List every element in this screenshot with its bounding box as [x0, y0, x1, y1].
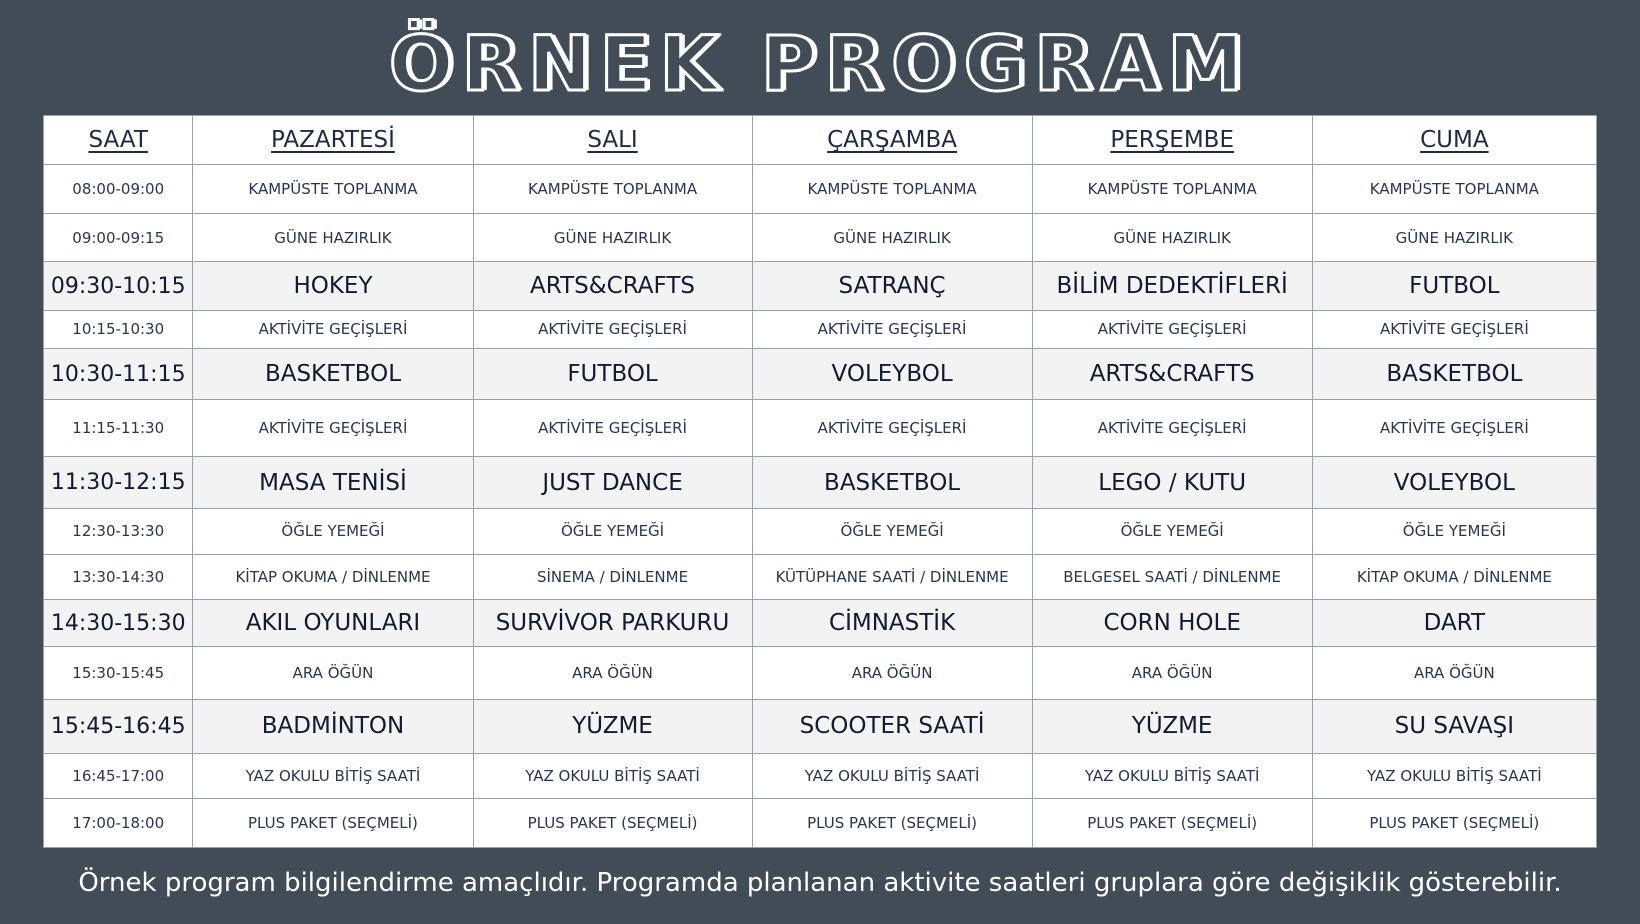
time-cell: 09:00-09:15	[44, 213, 193, 262]
schedule-cell: KAMPÜSTE TOPLANMA	[1312, 165, 1596, 214]
schedule-cell: GÜNE HAZIRLIK	[1312, 213, 1596, 262]
schedule-cell: YAZ OKULU BİTİŞ SAATİ	[752, 753, 1032, 799]
schedule-cell: ARA ÖĞÜN	[473, 646, 752, 699]
schedule-cell: KAMPÜSTE TOPLANMA	[193, 165, 473, 214]
table-row	[44, 262, 1597, 311]
schedule-cell: ARA ÖĞÜN	[752, 646, 1032, 699]
activity-cell: BASKETBOL	[193, 348, 473, 400]
activity-cell: BİLİM DEDEKTİFLERİ	[1032, 262, 1312, 311]
schedule-cell: AKTİVİTE GEÇİŞLERİ	[473, 400, 752, 457]
header-saat: SAAT	[44, 116, 193, 165]
activity-cell: CİMNASTİK	[752, 600, 1032, 647]
schedule-cell: PLUS PAKET (SEÇMELİ)	[1312, 799, 1596, 848]
schedule-cell: AKTİVİTE GEÇİŞLERİ	[473, 311, 752, 349]
schedule-cell: YAZ OKULU BİTİŞ SAATİ	[1312, 753, 1596, 799]
header-persembe: PERŞEMBE	[1032, 116, 1312, 165]
time-cell: 16:45-17:00	[44, 753, 193, 799]
time-cell: 12:30-13:30	[44, 508, 193, 554]
activity-cell: FUTBOL	[473, 348, 752, 400]
schedule-cell: KİTAP OKUMA / DİNLENME	[1312, 554, 1596, 600]
table-row	[44, 699, 1597, 753]
time-cell: 09:30-10:15	[44, 262, 193, 311]
time-cell: 15:45-16:45	[44, 699, 193, 753]
header-sali: SALI	[473, 116, 752, 165]
schedule-cell: KİTAP OKUMA / DİNLENME	[193, 554, 473, 600]
header-cuma: CUMA	[1312, 116, 1596, 165]
table-row	[44, 400, 1597, 457]
activity-cell: MASA TENİSİ	[193, 457, 473, 509]
activity-cell: ARTS&CRAFTS	[473, 262, 752, 311]
schedule-cell: ÖĞLE YEMEĞİ	[473, 508, 752, 554]
schedule-cell: ÖĞLE YEMEĞİ	[1032, 508, 1312, 554]
activity-cell: FUTBOL	[1312, 262, 1596, 311]
schedule-cell: GÜNE HAZIRLIK	[752, 213, 1032, 262]
activity-cell: AKIL OYUNLARI	[193, 600, 473, 647]
activity-cell: SCOOTER SAATİ	[752, 699, 1032, 753]
table-row	[44, 799, 1597, 848]
schedule-cell: YAZ OKULU BİTİŞ SAATİ	[1032, 753, 1312, 799]
schedule-cell: AKTİVİTE GEÇİŞLERİ	[752, 400, 1032, 457]
schedule-cell: AKTİVİTE GEÇİŞLERİ	[193, 311, 473, 349]
time-cell: 10:15-10:30	[44, 311, 193, 349]
schedule-cell: ÖĞLE YEMEĞİ	[193, 508, 473, 554]
time-cell: 15:30-15:45	[44, 646, 193, 699]
header-pazartesi: PAZARTESİ	[193, 116, 473, 165]
schedule-cell: KÜTÜPHANE SAATİ / DİNLENME	[752, 554, 1032, 600]
schedule-cell: GÜNE HAZIRLIK	[473, 213, 752, 262]
schedule-cell: AKTİVİTE GEÇİŞLERİ	[752, 311, 1032, 349]
activity-cell: HOKEY	[193, 262, 473, 311]
table-row	[44, 348, 1597, 400]
schedule-cell: ÖĞLE YEMEĞİ	[752, 508, 1032, 554]
activity-cell: JUST DANCE	[473, 457, 752, 509]
schedule-cell: PLUS PAKET (SEÇMELİ)	[193, 799, 473, 848]
activity-cell: VOLEYBOL	[752, 348, 1032, 400]
activity-cell: VOLEYBOL	[1312, 457, 1596, 509]
schedule-cell: BELGESEL SAATİ / DİNLENME	[1032, 554, 1312, 600]
activity-cell: BASKETBOL	[752, 457, 1032, 509]
time-cell: 10:30-11:15	[44, 348, 193, 400]
table-row	[44, 508, 1597, 554]
table-row	[44, 311, 1597, 349]
schedule-cell: ÖĞLE YEMEĞİ	[1312, 508, 1596, 554]
activity-cell: LEGO / KUTU	[1032, 457, 1312, 509]
activity-cell: YÜZME	[1032, 699, 1312, 753]
time-cell: 11:30-12:15	[44, 457, 193, 509]
table-row	[44, 646, 1597, 699]
schedule-cell: KAMPÜSTE TOPLANMA	[752, 165, 1032, 214]
header-row	[44, 116, 1597, 165]
activity-cell: SU SAVAŞI	[1312, 699, 1596, 753]
time-cell: 17:00-18:00	[44, 799, 193, 848]
schedule-cell: PLUS PAKET (SEÇMELİ)	[752, 799, 1032, 848]
table-row	[44, 554, 1597, 600]
activity-cell: SATRANÇ	[752, 262, 1032, 311]
table-row	[44, 600, 1597, 647]
activity-cell: BASKETBOL	[1312, 348, 1596, 400]
time-cell: 11:15-11:30	[44, 400, 193, 457]
activity-cell: BADMİNTON	[193, 699, 473, 753]
time-cell: 13:30-14:30	[44, 554, 193, 600]
schedule-cell: GÜNE HAZIRLIK	[1032, 213, 1312, 262]
activity-cell: SURVİVOR PARKURU	[473, 600, 752, 647]
table-row	[44, 213, 1597, 262]
schedule-cell: KAMPÜSTE TOPLANMA	[473, 165, 752, 214]
schedule-cell: AKTİVİTE GEÇİŞLERİ	[193, 400, 473, 457]
schedule-cell: ARA ÖĞÜN	[193, 646, 473, 699]
schedule-cell: AKTİVİTE GEÇİŞLERİ	[1312, 311, 1596, 349]
schedule-cell: ARA ÖĞÜN	[1312, 646, 1596, 699]
activity-cell: DART	[1312, 600, 1596, 647]
schedule-cell: YAZ OKULU BİTİŞ SAATİ	[473, 753, 752, 799]
activity-cell: YÜZME	[473, 699, 752, 753]
schedule-cell: AKTİVİTE GEÇİŞLERİ	[1312, 400, 1596, 457]
schedule-cell: GÜNE HAZIRLIK	[193, 213, 473, 262]
schedule-cell: PLUS PAKET (SEÇMELİ)	[1032, 799, 1312, 848]
time-cell: 14:30-15:30	[44, 600, 193, 647]
footer-note: Örnek program bilgilendirme amaçlıdır. Programda planlanan aktivite saatleri gruplara göre değişiklik gösterebilir.	[78, 868, 1562, 898]
activity-cell: CORN HOLE	[1032, 600, 1312, 647]
page-title: ÖRNEK PROGRAM	[388, 19, 1252, 108]
schedule-table	[43, 115, 1597, 848]
header-carsamba: ÇARŞAMBA	[752, 116, 1032, 165]
time-cell: 08:00-09:00	[44, 165, 193, 214]
schedule-cell: AKTİVİTE GEÇİŞLERİ	[1032, 311, 1312, 349]
schedule-cell: ARA ÖĞÜN	[1032, 646, 1312, 699]
schedule-cell: SİNEMA / DİNLENME	[473, 554, 752, 600]
schedule-cell: AKTİVİTE GEÇİŞLERİ	[1032, 400, 1312, 457]
schedule-cell: KAMPÜSTE TOPLANMA	[1032, 165, 1312, 214]
table-row	[44, 165, 1597, 214]
table-row	[44, 457, 1597, 509]
schedule-cell: YAZ OKULU BİTİŞ SAATİ	[193, 753, 473, 799]
table-row	[44, 753, 1597, 799]
activity-cell: ARTS&CRAFTS	[1032, 348, 1312, 400]
schedule-cell: PLUS PAKET (SEÇMELİ)	[473, 799, 752, 848]
